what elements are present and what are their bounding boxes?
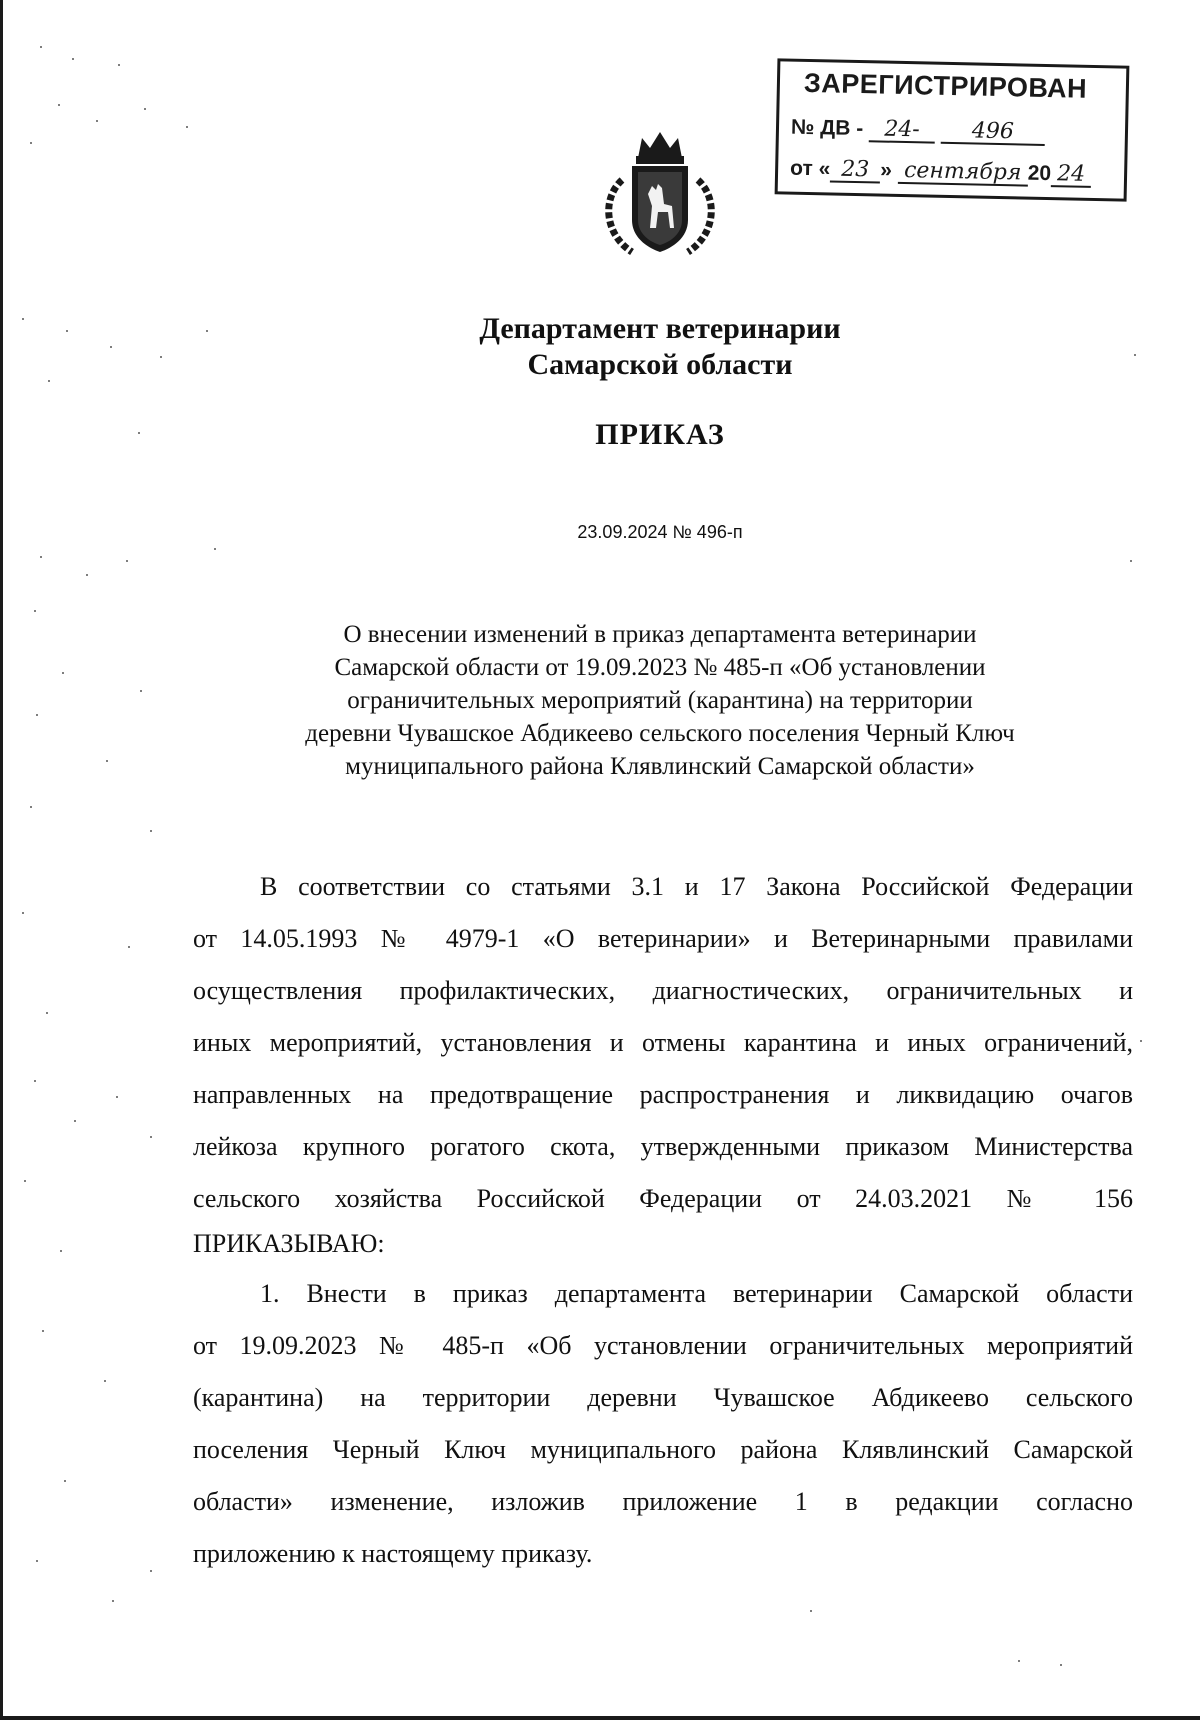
organization-name-line2: Самарской области (527, 348, 793, 381)
stamp-number-part1: 24- (869, 118, 935, 143)
stamp-number-part2: 496 (941, 120, 1045, 146)
stamp-date-prefix: от « (789, 156, 831, 181)
stamp-date-month: сентября (898, 160, 1028, 187)
samara-coat-of-arms-icon (592, 128, 728, 260)
body-line: области» изменение, изложив приложение 1 в редакции согласно (193, 1487, 1133, 1516)
subject-line: О внесении изменений в приказ департамента ветеринарии (343, 621, 977, 648)
subject-line: муниципального района Клявлинский Самарской области» (345, 753, 975, 780)
subject-line: деревни Чувашское Абдикеево сельского поселения Черный Ключ (305, 720, 1015, 747)
stamp-year-suffix: 24 (1051, 163, 1091, 188)
stamp-title: ЗАРЕГИСТРИРОВАН (803, 67, 1088, 104)
scan-edge-left (0, 0, 3, 1720)
document-type: ПРИКАЗ (595, 418, 725, 451)
body-line: (карантина) на территории деревни Чувашское Абдикеево сельского (193, 1383, 1133, 1412)
body-line: от 14.05.1993 № 4979-1 «О ветеринарии» и Ветеринарными правилами (193, 924, 1133, 953)
body-line: сельского хозяйства Российской Федерации от 24.03.2021 № 156 (193, 1184, 1133, 1213)
stamp-date-row (790, 157, 1091, 188)
body-line-order-word: ПРИКАЗЫВАЮ: (193, 1229, 385, 1258)
document-subject (230, 618, 1090, 783)
registration-stamp (775, 58, 1130, 201)
body-line: поселения Черный Ключ муниципального района Клявлинский Самарской (193, 1435, 1133, 1464)
subject-line: Самарской области от 19.09.2023 № 485-п «Об установлении (334, 654, 986, 681)
body-line: направленных на предотвращение распространения и ликвидацию очагов (193, 1080, 1133, 1109)
body-line: 1. Внести в приказ департамента ветеринарии Самарской области (260, 1279, 1133, 1308)
document-date-number: 23.09.2024 № 496-п (577, 522, 743, 542)
subject-line: ограничительных мероприятий (карантина) на территории (347, 687, 973, 714)
stamp-number-prefix: № ДВ - (790, 115, 864, 141)
stamp-date-mid: » (880, 158, 893, 182)
stamp-number-row (791, 116, 1045, 146)
body-line: В соответствии со статьями 3.1 и 17 Закона Российской Федерации (260, 872, 1133, 901)
body-line: от 19.09.2023 № 485-п «Об установлении ограничительных мероприятий (193, 1331, 1133, 1360)
organization-name-line1: Департамент ветеринарии (479, 312, 841, 345)
body-line: иных мероприятий, установления и отмены карантина и иных ограничений, (193, 1028, 1133, 1057)
scan-edge-bottom (0, 1716, 1200, 1720)
stamp-year-prefix: 20 (1027, 161, 1052, 186)
stamp-date-day: 23 (830, 158, 880, 183)
body-line: приложению к настоящему приказу. (193, 1539, 593, 1568)
body-line: лейкоза крупного рогатого скота, утвержденными приказом Министерства (193, 1132, 1133, 1161)
body-line: осуществления профилактических, диагностических, ограничительных и (193, 976, 1133, 1005)
